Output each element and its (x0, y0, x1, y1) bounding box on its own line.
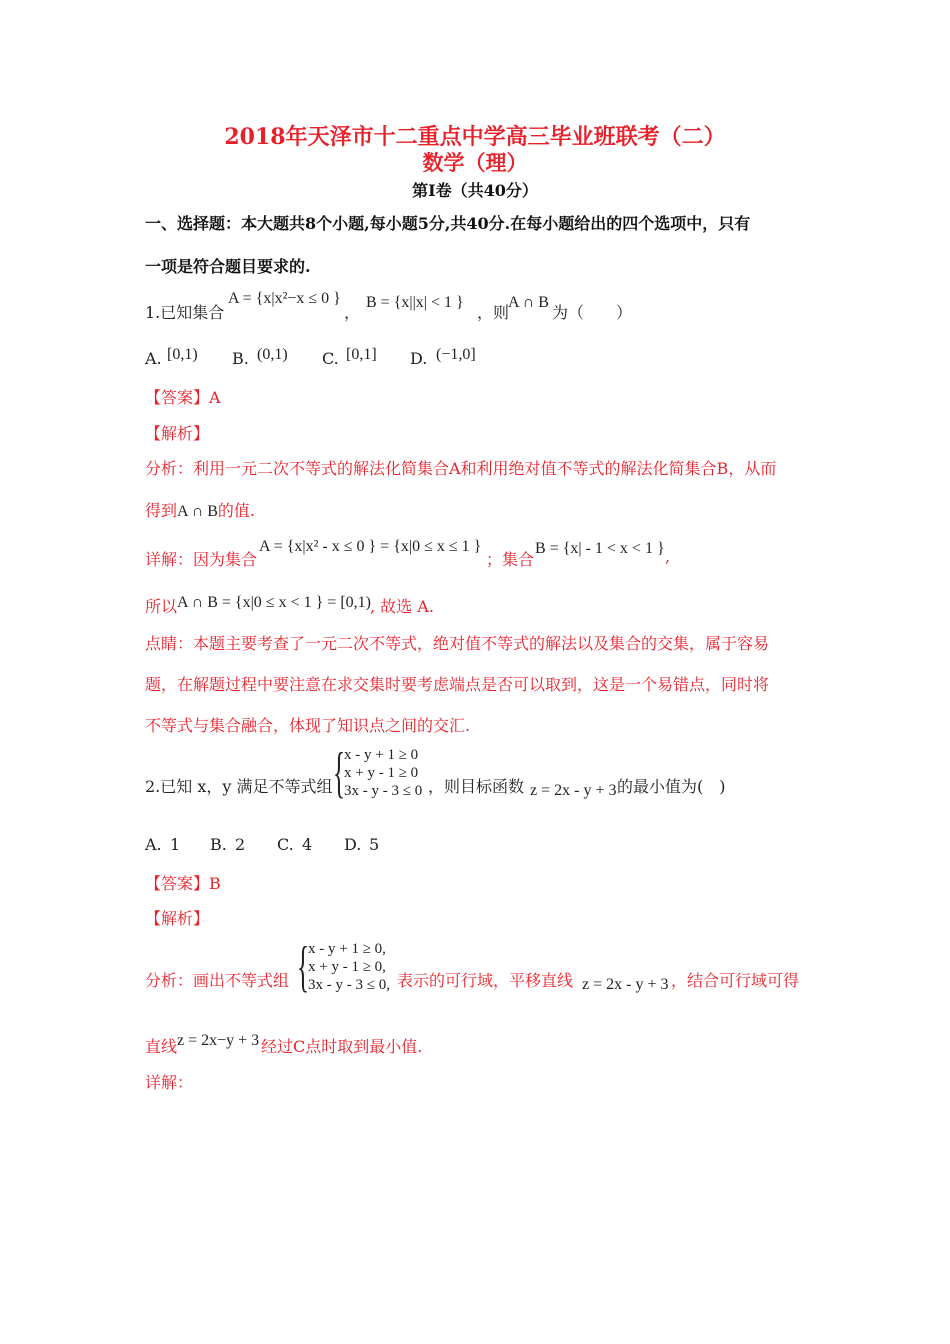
q1-conclusion-end: , 故选 A. (370, 597, 434, 616)
section-instruction-line1: 一、选择题：本大题共8个小题,每小题5分,共40分.在每小题给出的四个选项中，只有 (145, 214, 751, 233)
q1-analysis-line2 (145, 498, 255, 521)
q2-line-start: 直线 (145, 1037, 178, 1056)
q1-detail-end: , (665, 547, 671, 566)
q2-analysis-tag: 【解析】 (145, 909, 210, 928)
q2-analysis-inequality-1: x - y + 1 ≥ 0, (308, 941, 386, 957)
q1-conclusion-start: 所以 (145, 597, 178, 616)
q1-expression: A ∩ B (508, 294, 549, 311)
q1-set-b: B = {x||x| < 1 } (366, 294, 464, 311)
q1-analysis-line2-end: 的值. (217, 501, 256, 520)
q2-suffix: 的最小值为( ) (617, 777, 726, 796)
q1-then: ，则 (477, 303, 510, 322)
q1-option-b-value: (0,1) (257, 346, 288, 363)
q1-detail-set-a: A = {x|x² - x ≤ 0 } = {x|0 ≤ x ≤ 1 } (259, 538, 482, 555)
q1-comment-line2: 题，在解题过程中要注意在求交集时要考虑端点是否可以取到，这是一个易错点，同时将 (145, 675, 770, 694)
q1-prefix: 1.已知集合 (145, 303, 225, 322)
q2-inequality-system (333, 742, 433, 804)
q1-analysis-tag: 【解析】 (145, 424, 210, 443)
q1-option-c-label: C. (322, 349, 339, 368)
q2-option-a-value: 1 (170, 835, 181, 854)
q2-detail: 详解： (145, 1073, 194, 1092)
q2-analysis-function: z = 2x - y + 3 (582, 976, 669, 993)
q2-analysis-system (297, 936, 397, 998)
q2-line-end: 经过C点时取到最小值. (261, 1037, 423, 1056)
q1-option-a-label: A. (145, 349, 162, 368)
q1-set-a: A = {x|x²−x ≤ 0 } (228, 290, 341, 307)
q2-option-d-label: D. (344, 835, 362, 854)
q2-line-function: z = 2x−y + 3 (177, 1032, 260, 1049)
q1-analysis-line2-start: 得到 (145, 501, 178, 520)
q1-detail-start: 详解：因为集合 (145, 550, 258, 569)
q2-option-b-label: B. (210, 835, 227, 854)
q1-answer: 【答案】A (145, 388, 221, 407)
q2-inequality-1: x - y + 1 ≥ 0 (344, 747, 419, 763)
q2-option-b-value: 2 (235, 835, 246, 854)
q2-inequality-2: x + y - 1 ≥ 0 (344, 765, 419, 781)
q2-analysis-inequality-3: 3x - y - 3 ≤ 0, (308, 977, 390, 993)
q1-option-a-value: [0,1) (167, 346, 198, 363)
q2-analysis-inequality-2: x + y - 1 ≥ 0, (308, 959, 386, 975)
q1-analysis-expression: A ∩ B (177, 503, 218, 520)
q2-inequality-3: 3x - y - 3 ≤ 0 (344, 783, 423, 799)
q1-analysis-line1: 分析：利用一元二次不等式的解法化简集合A和利用绝对值不等式的解法化简集合B，从而 (145, 459, 777, 478)
q1-comma: ， (344, 303, 361, 322)
q2-option-d-value: 5 (369, 835, 380, 854)
subject-title: 数学（理） (422, 150, 528, 175)
q1-detail-middle: ；集合 (486, 550, 535, 569)
left-brace-icon: { (333, 742, 346, 804)
q2-option-a-label: A. (145, 835, 162, 854)
q1-comment-line1: 点睛：本题主要考查了一元二次不等式，绝对值不等式的解法以及集合的交集，属于容易 (145, 634, 770, 653)
q1-suffix: 为（ ） (552, 303, 633, 322)
document-title: 2018年天泽市十二重点中学高三毕业班联考（二） (224, 124, 726, 150)
q1-option-d-label: D. (410, 349, 428, 368)
q2-middle: ，则目标函数 (428, 777, 525, 796)
q2-analysis-start: 分析：画出不等式组 (145, 971, 290, 990)
q1-comment-line3: 不等式与集合融合，体现了知识点之间的交汇. (145, 716, 471, 735)
q2-prefix: 2.已知 x，y 满足不等式组 (145, 777, 333, 796)
left-brace-icon: { (297, 936, 310, 998)
section-instruction-line2: 一项是符合题目要求的. (145, 257, 311, 276)
q1-option-c-value: [0,1] (346, 346, 377, 363)
q1-option-d-value: (−1,0] (436, 346, 476, 363)
q2-analysis-middle: 表示的可行域，平移直线 (397, 971, 574, 990)
q1-option-b-label: B. (232, 349, 249, 368)
q2-analysis-end: ，结合可行域可得 (671, 971, 800, 990)
q1-conclusion-expression: A ∩ B = {x|0 ≤ x < 1 } = [0,1) (177, 594, 371, 611)
q2-answer: 【答案】B (145, 874, 221, 893)
q2-option-c-value: 4 (302, 835, 313, 854)
q2-option-c-label: C. (277, 835, 294, 854)
q1-detail-set-b: B = {x| - 1 < x < 1 } (535, 540, 665, 557)
volume-heading: 第Ⅰ卷（共40分） (412, 181, 538, 200)
q2-objective-function: z = 2x - y + 3 (530, 782, 617, 799)
